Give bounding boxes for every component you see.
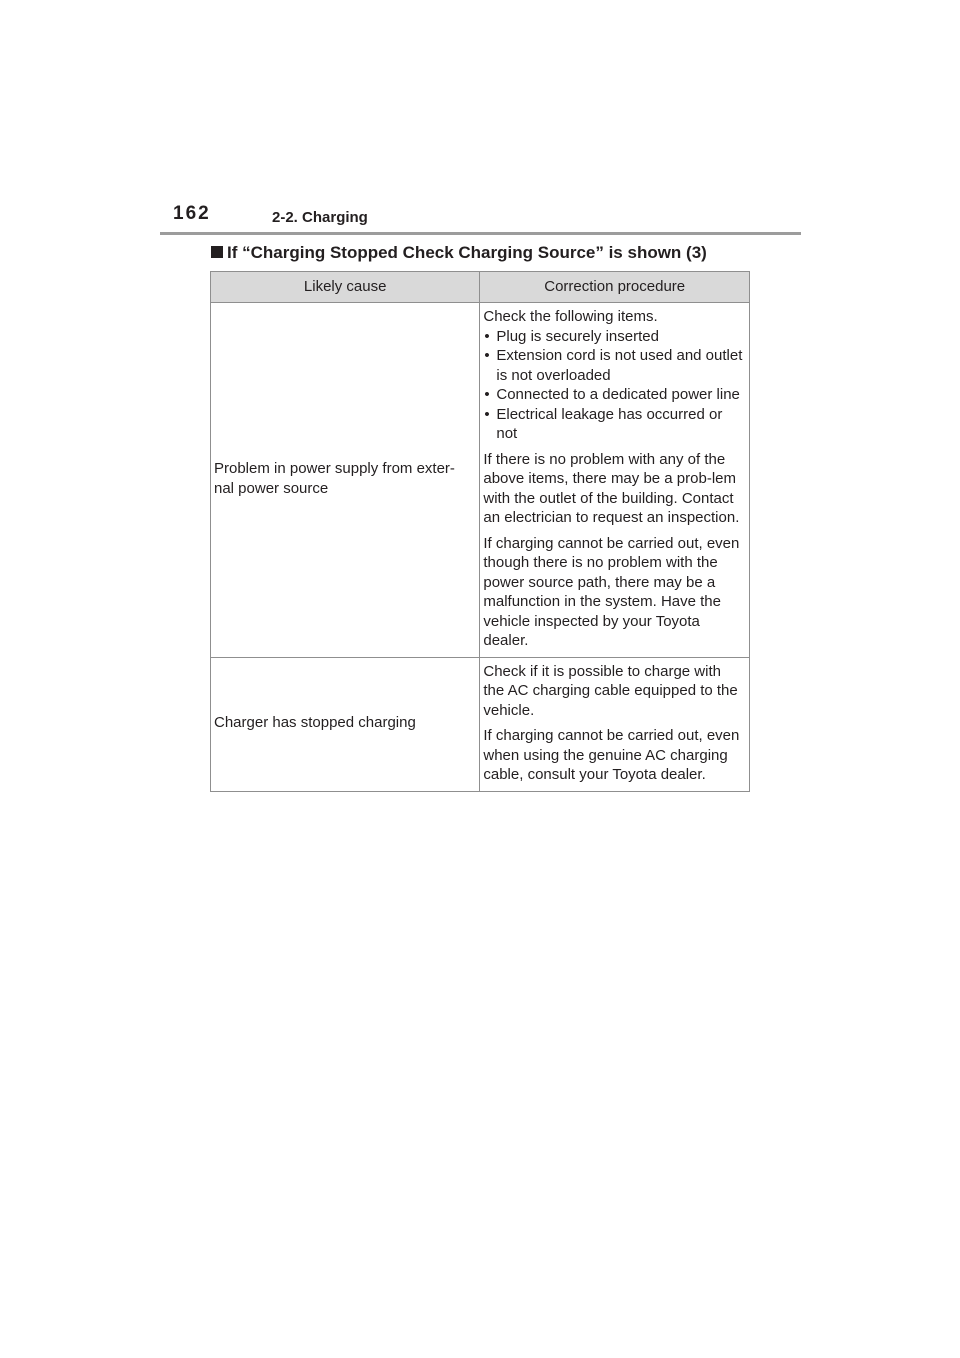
bullet-icon: • xyxy=(484,347,490,364)
list-item-text: Extension cord is not used and outlet is not overloaded xyxy=(496,347,743,384)
bullet-icon: • xyxy=(484,405,490,423)
table-header-row xyxy=(211,272,750,303)
cause-cell xyxy=(211,657,480,791)
column-header-correction-procedure: Correction procedure xyxy=(480,272,750,303)
heading xyxy=(211,243,707,263)
cause-text: Charger has stopped charging xyxy=(214,714,416,732)
cause-cell xyxy=(211,303,480,658)
procedure-cell xyxy=(480,303,750,658)
cause-table xyxy=(210,271,750,792)
procedure-paragraph: If there is no problem with any of the above items, there may be a prob-lem with the outlet of the building. Contact an electrician to request an inspection. xyxy=(483,450,740,526)
list-item xyxy=(483,385,745,405)
bullet-icon: • xyxy=(484,386,490,403)
list-item-text: Connected to a dedicated power line xyxy=(496,386,740,403)
header-rule xyxy=(160,232,801,235)
list-item-text: Plug is securely inserted xyxy=(496,327,659,345)
check-list xyxy=(483,327,745,444)
list-item xyxy=(483,327,745,347)
procedure-cell xyxy=(480,657,750,791)
heading-square-marker xyxy=(211,246,223,258)
heading-text: If “Charging Stopped Check Charging Source” is shown (3) xyxy=(227,243,707,262)
table-row xyxy=(211,303,750,658)
list-item xyxy=(483,346,745,385)
column-header-likely-cause: Likely cause xyxy=(211,272,480,303)
procedure-paragraph: If charging cannot be carried out, even when using the genuine AC charging cable, consult your Toyota dealer. xyxy=(483,727,740,783)
table-row xyxy=(211,657,750,791)
list-item xyxy=(483,405,745,444)
procedure-paragraph: Check if it is possible to charge with the AC charging cable equipped to the vehicle. xyxy=(483,662,738,719)
section-title: 2-2. Charging xyxy=(272,209,368,226)
procedure-intro: Check the following items. xyxy=(483,308,658,325)
bullet-icon: • xyxy=(484,327,490,345)
list-item-text: Electrical leakage has occurred or not xyxy=(496,405,723,442)
cause-text: Problem in power supply from exter- nal power source xyxy=(214,460,455,497)
procedure-paragraph: If charging cannot be carried out, even though there is no problem with the power source path, there may be a malfunction in the system. Have the vehicle inspected by your Toyota dealer. xyxy=(483,534,740,649)
page-number: 162 xyxy=(173,203,211,224)
